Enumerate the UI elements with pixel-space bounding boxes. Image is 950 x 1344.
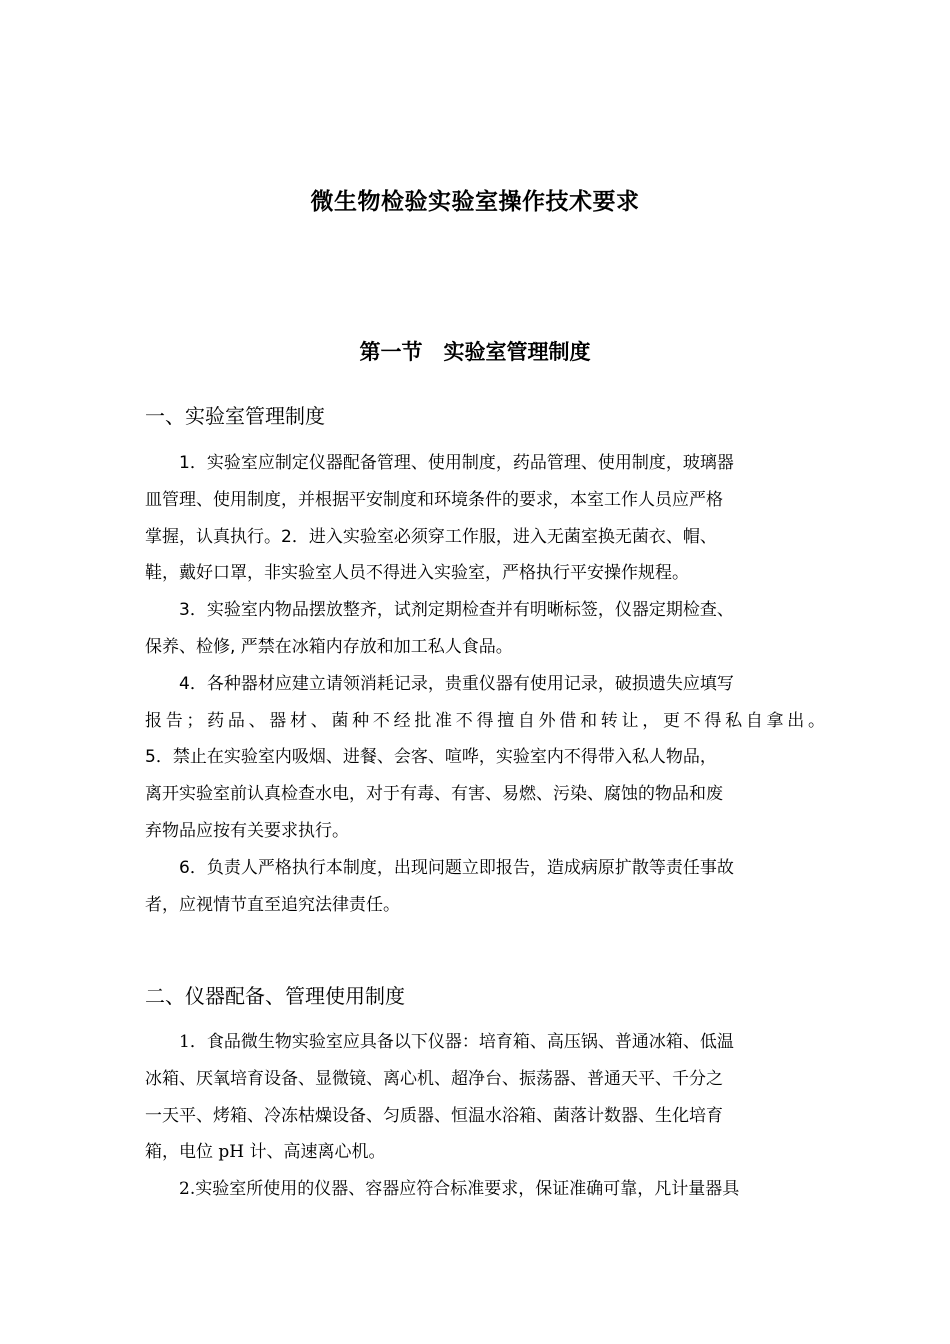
text-line: 冰箱、厌氧培育设备、显微镜、离心机、超净台、振荡器、普通天平、千分之: [145, 1068, 723, 1089]
text-line: 鞋，戴好口罩，非实验室人员不得进入实验室，严格执行平安操作规程。: [145, 563, 689, 584]
paragraph-block-instrument-rules: [145, 1024, 825, 1208]
paragraph-block-lab-rules: [145, 445, 825, 923]
heading-instrument-management: 二、仪器配备、管理使用制度: [145, 984, 405, 1008]
text-line: 掌握，认真执行。2．进入实验室必须穿工作服，进入无菌室换无菌衣、帽、: [145, 526, 717, 547]
text-line: 者，应视情节直至追究法律责任。: [145, 894, 400, 915]
text-line: 2.实验室所使用的仪器、容器应符合标准要求，保证准确可靠，凡计量器具: [179, 1179, 740, 1200]
text-line: 1．实验室应制定仪器配备管理、使用制度，药品管理、使用制度，玻璃器: [179, 453, 734, 473]
text-line: 一天平、烤箱、冷冻枯燥设备、匀质器、恒温水浴箱、菌落计数器、生化培育: [145, 1105, 723, 1126]
text-line: 保养、检修, 严禁在冰箱内存放和加工私人食品。: [145, 636, 513, 657]
text-line: 皿管理、使用制度，并根据平安制度和环境条件的要求，本室工作人员应严格: [145, 489, 723, 510]
text-line: 3．实验室内物品摆放整齐，试剂定期检查并有明晰标签，仪器定期检查、: [179, 600, 734, 621]
text-line: 离开实验室前认真检查水电，对于有毒、有害、易燃、污染、腐蚀的物品和废: [145, 784, 723, 805]
text-line: 5．禁止在实验室内吸烟、进餐、会客、喧哗，实验室内不得带入私人物品，: [145, 747, 717, 768]
text-line: 6．负责人严格执行本制度，出现问题立即报告，造成病原扩散等责任事故: [179, 857, 734, 878]
section-title: 第一节 实验室管理制度: [359, 340, 591, 364]
document-title: 微生物检验实验室操作技术要求: [310, 189, 640, 215]
text-line: 4．各种器材应建立请领消耗记录，贵重仪器有使用记录，破损遗失应填写: [179, 673, 734, 694]
text-line: 箱，电位 pH 计、高速离心机。: [145, 1142, 386, 1163]
text-line: 1．食品微生物实验室应具备以下仪器：培育箱、高压锅、普通冰箱、低温: [179, 1032, 734, 1052]
text-line: 报告；药品、器材、菌种不经批准不得擅自外借和转让，更不得私自拿出。: [145, 710, 825, 731]
heading-lab-management: 一、实验室管理制度: [145, 404, 325, 428]
text-line: 弃物品应按有关要求执行。: [145, 820, 349, 841]
